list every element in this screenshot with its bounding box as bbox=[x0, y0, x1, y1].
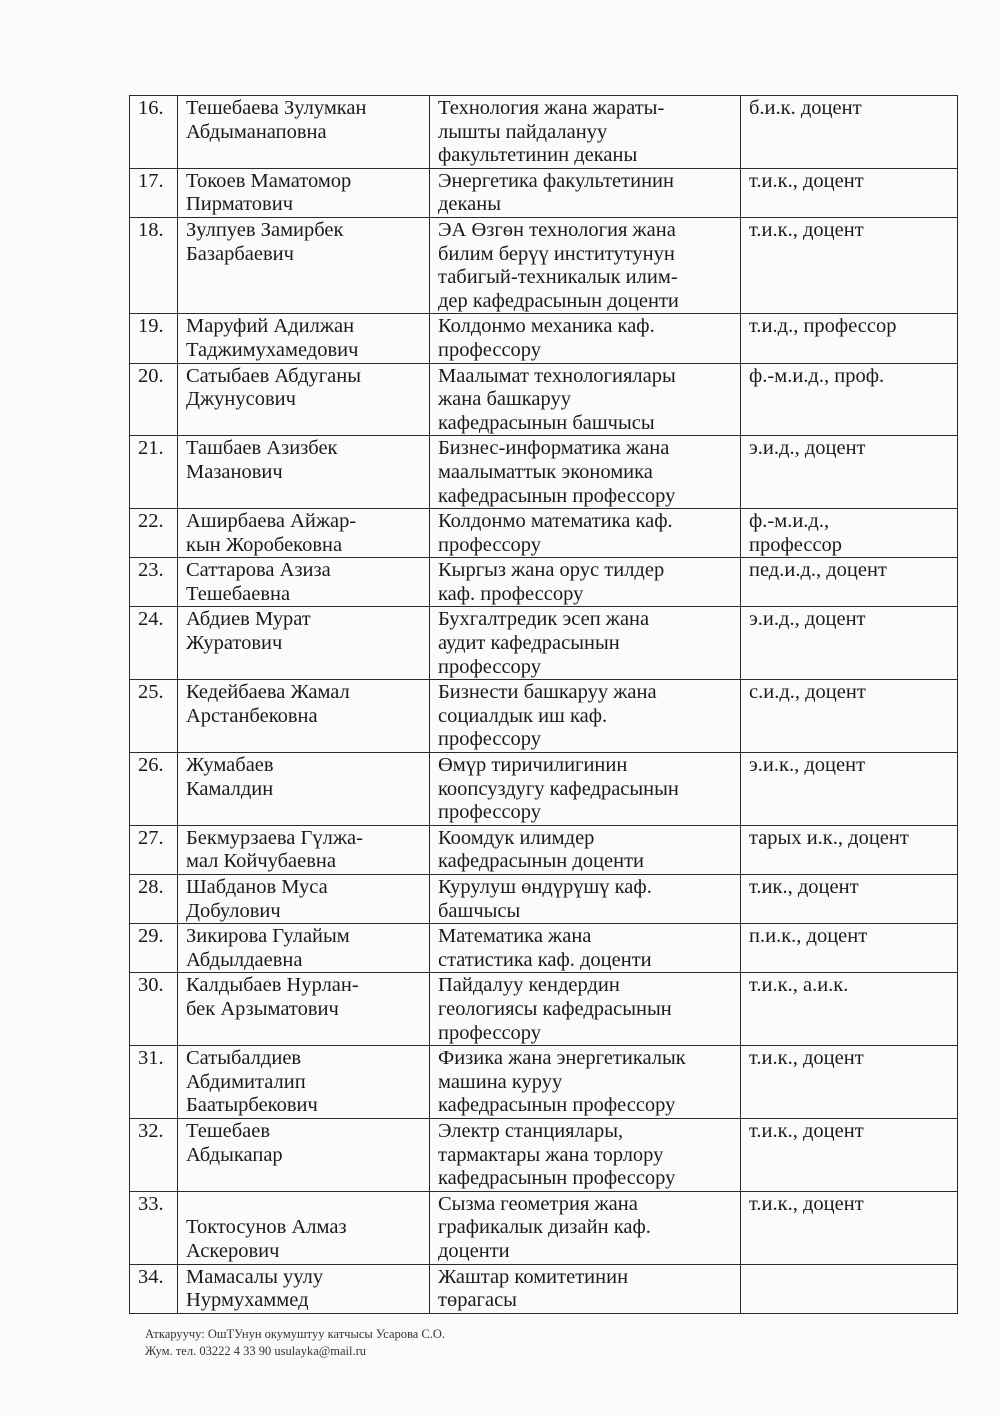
row-number: 34. bbox=[130, 1264, 178, 1313]
academic-degree: т.и.д., профессор bbox=[741, 314, 958, 363]
academic-degree: э.и.д., доцент bbox=[741, 607, 958, 680]
staff-table bbox=[129, 95, 958, 1314]
row-number: 30. bbox=[130, 973, 178, 1046]
row-number: 33. bbox=[130, 1191, 178, 1264]
person-position: Бизнес-информатика жана маалыматтык экономика кафедрасынын профессору bbox=[430, 436, 741, 509]
row-number: 19. bbox=[130, 314, 178, 363]
table-row bbox=[130, 96, 958, 169]
person-position: Сызма геометрия жана графикалык дизайн каф. доценти bbox=[430, 1191, 741, 1264]
table-row bbox=[130, 217, 958, 313]
person-position: Математика жана статистика каф. доценти bbox=[430, 924, 741, 973]
person-position: Кыргыз жана орус тилдер каф. профессору bbox=[430, 558, 741, 607]
person-name: Шабданов Муса Добулович bbox=[178, 875, 430, 924]
academic-degree: т.и.к., доцент bbox=[741, 217, 958, 313]
table-row bbox=[130, 1046, 958, 1119]
academic-degree: э.и.к., доцент bbox=[741, 753, 958, 826]
row-number: 25. bbox=[130, 680, 178, 753]
person-name: Зулпуев Замирбек Базарбаевич bbox=[178, 217, 430, 313]
row-number: 23. bbox=[130, 558, 178, 607]
person-name: Тешебаев Абдыкапар bbox=[178, 1118, 430, 1191]
person-position: Курулуш өндүрүшү каф. башчысы bbox=[430, 875, 741, 924]
person-position: ЭА Өзгөн технология жана билим берүү институтунун табигый-техникалык илим- дер кафедрасынын доценти bbox=[430, 217, 741, 313]
person-position: Бухгалтредик эсеп жана аудит кафедрасынын профессору bbox=[430, 607, 741, 680]
table-row bbox=[130, 1191, 958, 1264]
academic-degree: т.ик., доцент bbox=[741, 875, 958, 924]
table-row bbox=[130, 363, 958, 436]
person-position: Энергетика факультетинин деканы bbox=[430, 168, 741, 217]
footer-contact bbox=[145, 1326, 445, 1360]
person-position: Коомдук илимдер кафедрасынын доценти bbox=[430, 825, 741, 874]
table-row bbox=[130, 973, 958, 1046]
row-number: 29. bbox=[130, 924, 178, 973]
person-name: Калдыбаев Нурлан- бек Арзыматович bbox=[178, 973, 430, 1046]
table-row bbox=[130, 1264, 958, 1313]
executor-line: Аткаруучу: ОшТУнун окумуштуу катчысы Усарова С.О. bbox=[145, 1327, 446, 1341]
person-name: Тешебаева Зулумкан Абдыманаповна bbox=[178, 96, 430, 169]
table-row bbox=[130, 436, 958, 509]
phone-email-line: Жум. тел. 03222 4 33 90 usulayka@mail.ru bbox=[145, 1344, 367, 1358]
row-number: 20. bbox=[130, 363, 178, 436]
person-name: Сатыбалдиев Абдимиталип Баатырбекович bbox=[178, 1046, 430, 1119]
person-position: Маалымат технологиялары жана башкаруу кафедрасынын башчысы bbox=[430, 363, 741, 436]
academic-degree: пед.и.д., доцент bbox=[741, 558, 958, 607]
academic-degree: ф.-м.и.д., проф. bbox=[741, 363, 958, 436]
row-number: 31. bbox=[130, 1046, 178, 1119]
table-row bbox=[130, 509, 958, 558]
person-name: Абдиев Мурат Журатович bbox=[178, 607, 430, 680]
table-row bbox=[130, 825, 958, 874]
academic-degree: э.и.д., доцент bbox=[741, 436, 958, 509]
academic-degree: с.и.д., доцент bbox=[741, 680, 958, 753]
academic-degree: т.и.к., доцент bbox=[741, 1191, 958, 1264]
person-name: Саттарова Азиза Тешебаевна bbox=[178, 558, 430, 607]
row-number: 22. bbox=[130, 509, 178, 558]
academic-degree: т.и.к., а.и.к. bbox=[741, 973, 958, 1046]
row-number: 32. bbox=[130, 1118, 178, 1191]
person-name: Сатыбаев Абдуганы Джунусович bbox=[178, 363, 430, 436]
academic-degree: п.и.к., доцент bbox=[741, 924, 958, 973]
table-row bbox=[130, 314, 958, 363]
person-position: Колдонмо математика каф. профессору bbox=[430, 509, 741, 558]
table-row bbox=[130, 558, 958, 607]
row-number: 27. bbox=[130, 825, 178, 874]
row-number: 24. bbox=[130, 607, 178, 680]
row-number: 28. bbox=[130, 875, 178, 924]
person-name: Токоев Маматомор Пирматович bbox=[178, 168, 430, 217]
table-row bbox=[130, 924, 958, 973]
person-name: Кедейбаева Жамал Арстанбековна bbox=[178, 680, 430, 753]
table-row bbox=[130, 607, 958, 680]
row-number: 21. bbox=[130, 436, 178, 509]
person-position: Пайдалуу кендердин геологиясы кафедрасынын профессору bbox=[430, 973, 741, 1046]
person-position: Жаштар комитетинин төрагасы bbox=[430, 1264, 741, 1313]
table-row bbox=[130, 168, 958, 217]
row-number: 17. bbox=[130, 168, 178, 217]
table-row bbox=[130, 875, 958, 924]
person-position: Өмүр тиричилигинин коопсуздугу кафедрасынын профессору bbox=[430, 753, 741, 826]
person-position: Бизнести башкаруу жана социалдык иш каф. профессору bbox=[430, 680, 741, 753]
person-position: Технология жана жараты- лышты пайдалануу факультетинин деканы bbox=[430, 96, 741, 169]
row-number: 18. bbox=[130, 217, 178, 313]
academic-degree: тарых и.к., доцент bbox=[741, 825, 958, 874]
academic-degree bbox=[741, 1264, 958, 1313]
person-position: Колдонмо механика каф. профессору bbox=[430, 314, 741, 363]
person-name: Токтосунов Алмаз Аскерович bbox=[178, 1191, 430, 1264]
row-number: 16. bbox=[130, 96, 178, 169]
academic-degree: т.и.к., доцент bbox=[741, 1118, 958, 1191]
academic-degree: ф.-м.и.д., профессор bbox=[741, 509, 958, 558]
person-name: Жумабаев Камалдин bbox=[178, 753, 430, 826]
table-row bbox=[130, 1118, 958, 1191]
row-number: 26. bbox=[130, 753, 178, 826]
person-position: Электр станциялары, тармактары жана торлору кафедрасынын профессору bbox=[430, 1118, 741, 1191]
table-row bbox=[130, 680, 958, 753]
person-name: Мамасалы уулу Нурмухаммед bbox=[178, 1264, 430, 1313]
person-name: Зикирова Гулайым Абдылдаевна bbox=[178, 924, 430, 973]
academic-degree: т.и.к., доцент bbox=[741, 1046, 958, 1119]
person-position: Физика жана энергетикалык машина куруу кафедрасынын профессору bbox=[430, 1046, 741, 1119]
person-name: Маруфий Адилжан Таджимухамедович bbox=[178, 314, 430, 363]
table-row bbox=[130, 753, 958, 826]
person-name: Бекмурзаева Гүлжа- мал Койчубаевна bbox=[178, 825, 430, 874]
academic-degree: т.и.к., доцент bbox=[741, 168, 958, 217]
academic-degree: б.и.к. доцент bbox=[741, 96, 958, 169]
person-name: Аширбаева Айжар- кын Жоробековна bbox=[178, 509, 430, 558]
person-name: Ташбаев Азизбек Мазанович bbox=[178, 436, 430, 509]
